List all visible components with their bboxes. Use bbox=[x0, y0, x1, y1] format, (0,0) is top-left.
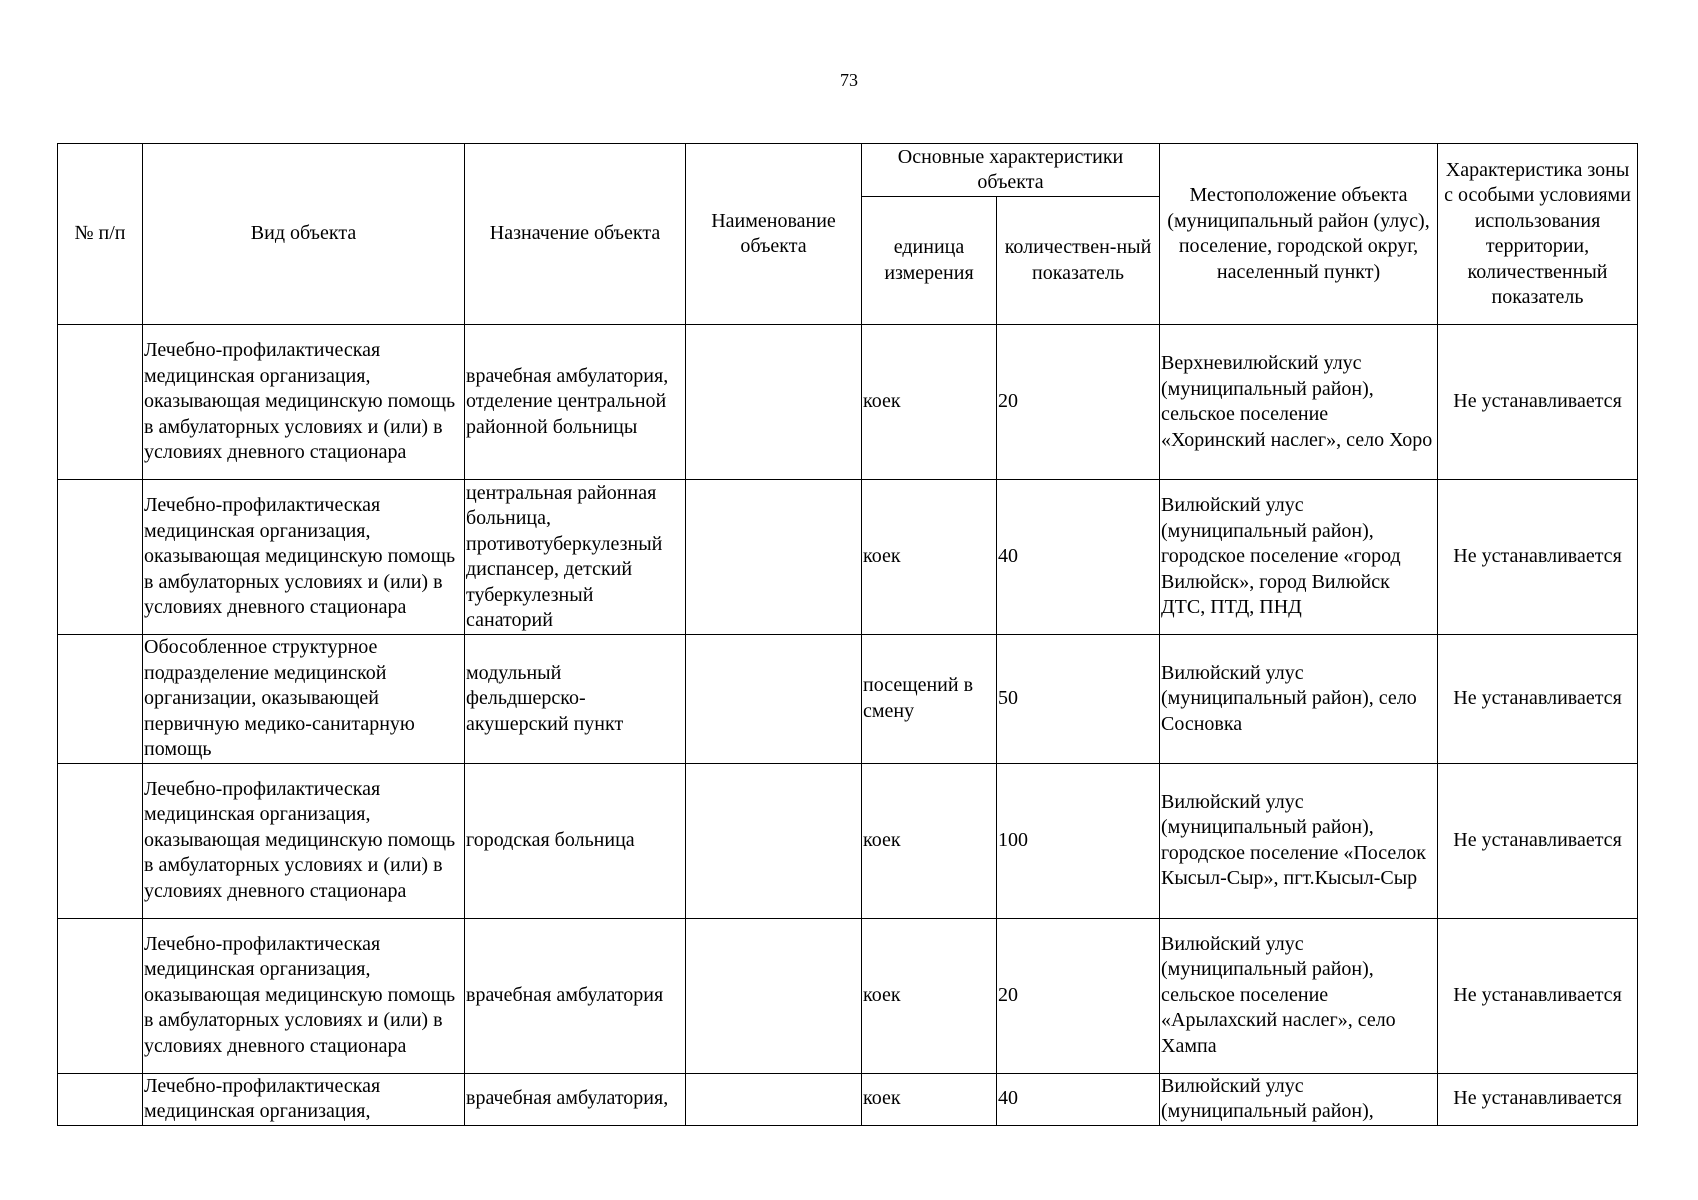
header-zone: Характеристика зоны с особыми условиями использования территории, количественный показатель bbox=[1438, 144, 1638, 325]
cell-zone: Не устанавливается bbox=[1438, 918, 1638, 1073]
cell-purpose: центральная районная больница, противотуберкулезный диспансер, детский туберкулезный санаторий bbox=[465, 480, 686, 635]
cell-unit: посещений в смену bbox=[862, 635, 997, 764]
cell-quantity: 40 bbox=[997, 480, 1160, 635]
header-num: № п/п bbox=[58, 144, 143, 325]
cell-type: Лечебно-профилактическая медицинская организация, bbox=[143, 1073, 465, 1125]
cell-name bbox=[686, 480, 862, 635]
cell-type: Лечебно-профилактическая медицинская организация, оказывающая медицинскую помощь в амбулаторных условиях и (или) в условиях дневного стационара bbox=[143, 480, 465, 635]
header-location: Местоположение объекта (муниципальный район (улус), поселение, городской округ, населенный пункт) bbox=[1160, 144, 1438, 325]
cell-quantity: 50 bbox=[997, 635, 1160, 764]
cell-num bbox=[58, 325, 143, 480]
cell-purpose: модульный фельдшерско-акушерский пункт bbox=[465, 635, 686, 764]
cell-unit: коек bbox=[862, 325, 997, 480]
cell-name bbox=[686, 1073, 862, 1125]
cell-zone: Не устанавливается bbox=[1438, 325, 1638, 480]
cell-unit: коек bbox=[862, 763, 997, 918]
cell-num bbox=[58, 763, 143, 918]
header-name: Наименование объекта bbox=[686, 144, 862, 325]
cell-location: Верхневилюйский улус (муниципальный район), сельское поселение «Хоринский наслег», село Хоро bbox=[1160, 325, 1438, 480]
header-type: Вид объекта bbox=[143, 144, 465, 325]
cell-purpose: врачебная амбулатория bbox=[465, 918, 686, 1073]
header-purpose: Назначение объекта bbox=[465, 144, 686, 325]
cell-type: Лечебно-профилактическая медицинская организация, оказывающая медицинскую помощь в амбулаторных условиях и (или) в условиях дневного стационара bbox=[143, 918, 465, 1073]
cell-purpose: городская больница bbox=[465, 763, 686, 918]
cell-name bbox=[686, 325, 862, 480]
cell-type: Лечебно-профилактическая медицинская организация, оказывающая медицинскую помощь в амбулаторных условиях и (или) в условиях дневного стационара bbox=[143, 325, 465, 480]
cell-num bbox=[58, 480, 143, 635]
cell-zone: Не устанавливается bbox=[1438, 1073, 1638, 1125]
cell-name bbox=[686, 635, 862, 764]
cell-name bbox=[686, 763, 862, 918]
cell-type: Обособленное структурное подразделение медицинской организации, оказывающей первичную медико-санитарную помощь bbox=[143, 635, 465, 764]
cell-purpose: врачебная амбулатория, bbox=[465, 1073, 686, 1125]
cell-quantity: 40 bbox=[997, 1073, 1160, 1125]
cell-location: Вилюйский улус (муниципальный район), сельское поселение «Арылахский наслег», село Хампа bbox=[1160, 918, 1438, 1073]
cell-name bbox=[686, 918, 862, 1073]
cell-quantity: 20 bbox=[997, 325, 1160, 480]
facilities-table bbox=[57, 143, 1638, 1126]
table-row bbox=[58, 918, 1638, 1073]
cell-location: Вилюйский улус (муниципальный район), городское поселение «город Вилюйск», город Вилюйск ДТС, ПТД, ПНД bbox=[1160, 480, 1438, 635]
cell-zone: Не устанавливается bbox=[1438, 635, 1638, 764]
cell-purpose: врачебная амбулатория, отделение центральной районной больницы bbox=[465, 325, 686, 480]
table-row bbox=[58, 325, 1638, 480]
cell-num bbox=[58, 1073, 143, 1125]
cell-num bbox=[58, 918, 143, 1073]
table-row bbox=[58, 763, 1638, 918]
cell-num bbox=[58, 635, 143, 764]
table-row bbox=[58, 635, 1638, 764]
cell-location: Вилюйский улус (муниципальный район), село Сосновка bbox=[1160, 635, 1438, 764]
page-number: 73 bbox=[840, 70, 858, 90]
table-row bbox=[58, 480, 1638, 635]
cell-quantity: 20 bbox=[997, 918, 1160, 1073]
cell-unit: коек bbox=[862, 1073, 997, 1125]
table-row bbox=[58, 1073, 1638, 1125]
header-quantity: количествен-ный показатель bbox=[997, 197, 1160, 325]
cell-location: Вилюйский улус (муниципальный район), bbox=[1160, 1073, 1438, 1125]
cell-unit: коек bbox=[862, 918, 997, 1073]
cell-zone: Не устанавливается bbox=[1438, 763, 1638, 918]
cell-zone: Не устанавливается bbox=[1438, 480, 1638, 635]
cell-unit: коек bbox=[862, 480, 997, 635]
header-main-characteristics: Основные характеристики объекта bbox=[862, 144, 1160, 197]
cell-type: Лечебно-профилактическая медицинская организация, оказывающая медицинскую помощь в амбулаторных условиях и (или) в условиях дневного стационара bbox=[143, 763, 465, 918]
cell-quantity: 100 bbox=[997, 763, 1160, 918]
cell-location: Вилюйский улус (муниципальный район), городское поселение «Поселок Кысыл-Сыр», пгт.Кысыл-Сыр bbox=[1160, 763, 1438, 918]
header-unit: единица измерения bbox=[862, 197, 997, 325]
